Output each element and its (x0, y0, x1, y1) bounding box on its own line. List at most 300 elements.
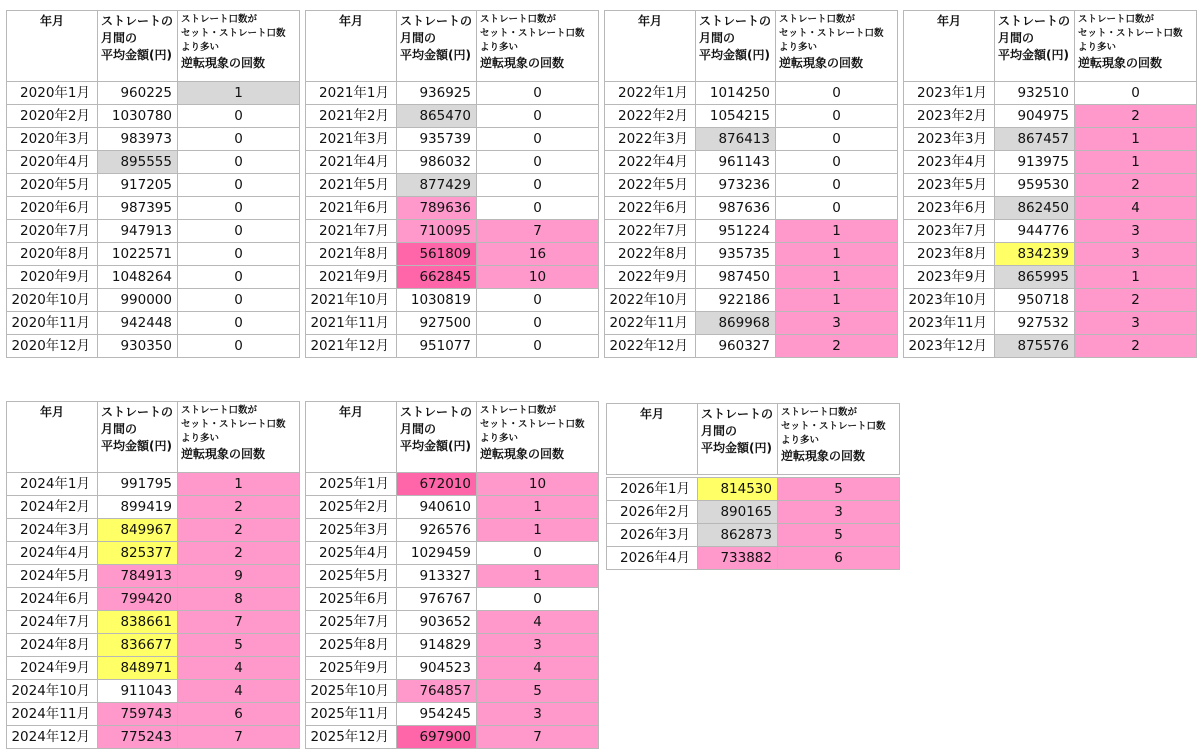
count-cell[interactable]: 3 (1075, 243, 1197, 266)
header-amount[interactable] (98, 11, 178, 82)
month-cell[interactable]: 2020年11月 (7, 312, 98, 335)
month-cell[interactable]: 2022年11月 (605, 312, 696, 335)
header-count-line: ストレート口数が (1078, 14, 1155, 25)
count-cell[interactable]: 2 (1075, 289, 1197, 312)
amount-cell[interactable]: 903652 (397, 611, 477, 634)
count-cell[interactable]: 0 (477, 335, 599, 358)
amount-cell[interactable]: 944776 (995, 220, 1075, 243)
count-cell[interactable]: 7 (477, 726, 599, 749)
count-cell[interactable]: 9 (178, 565, 300, 588)
header-amount-line: ストレートの (998, 14, 1071, 28)
amount-cell[interactable]: 927500 (397, 312, 477, 335)
count-cell[interactable]: 4 (1075, 197, 1197, 220)
amount-cell[interactable]: 865470 (397, 105, 477, 128)
amount-cell[interactable]: 930350 (98, 335, 178, 358)
count-cell[interactable]: 0 (178, 266, 300, 289)
header-month-label: 年月 (338, 405, 363, 419)
count-cell[interactable]: 6 (778, 547, 900, 570)
header-count-line: セット・ストレート口数 (181, 28, 286, 39)
count-cell[interactable]: 1 (776, 289, 898, 312)
month-cell[interactable]: 2024年2月 (7, 496, 98, 519)
month-cell[interactable]: 2022年4月 (605, 151, 696, 174)
amount-cell[interactable]: 947913 (98, 220, 178, 243)
header-month[interactable] (306, 402, 397, 473)
monthly-table (903, 10, 1197, 358)
table-row (306, 703, 599, 726)
count-cell[interactable]: 0 (477, 82, 599, 105)
table-row (7, 335, 300, 358)
table-row (306, 105, 599, 128)
month-cell[interactable]: 2020年4月 (7, 151, 98, 174)
count-cell[interactable]: 0 (178, 128, 300, 151)
month-cell[interactable]: 2025年2月 (306, 496, 397, 519)
month-cell[interactable]: 2021年4月 (306, 151, 397, 174)
header-month-label: 年月 (338, 14, 363, 28)
amount-cell[interactable]: 877429 (397, 174, 477, 197)
amount-cell[interactable]: 904975 (995, 105, 1075, 128)
count-cell[interactable]: 0 (477, 197, 599, 220)
header-amount-line: 平均金額(円) (400, 48, 471, 62)
amount-cell[interactable]: 950718 (995, 289, 1075, 312)
table-row (7, 611, 300, 634)
month-cell[interactable]: 2025年7月 (306, 611, 397, 634)
header-month[interactable] (306, 11, 397, 82)
header-amount[interactable] (397, 11, 477, 82)
month-cell[interactable]: 2020年8月 (7, 243, 98, 266)
month-cell[interactable]: 2025年12月 (306, 726, 397, 749)
count-cell[interactable]: 3 (778, 501, 900, 524)
month-cell[interactable]: 2025年8月 (306, 634, 397, 657)
month-cell[interactable]: 2022年3月 (605, 128, 696, 151)
month-cell[interactable]: 2022年8月 (605, 243, 696, 266)
header-count[interactable] (778, 404, 900, 475)
header-month-label: 年月 (936, 14, 961, 28)
count-cell[interactable]: 0 (1075, 82, 1197, 105)
amount-cell[interactable]: 973236 (696, 174, 776, 197)
amount-cell[interactable]: 990000 (98, 289, 178, 312)
amount-cell[interactable]: 825377 (98, 542, 178, 565)
table-row (7, 703, 300, 726)
table-row (306, 128, 599, 151)
amount-cell[interactable]: 1029459 (397, 542, 477, 565)
monthly-table (6, 401, 300, 749)
count-cell[interactable]: 1 (477, 496, 599, 519)
month-cell[interactable]: 2023年8月 (904, 243, 995, 266)
count-cell[interactable]: 1 (1075, 266, 1197, 289)
count-cell[interactable]: 1 (477, 565, 599, 588)
amount-cell[interactable]: 1014250 (696, 82, 776, 105)
count-cell[interactable]: 4 (178, 657, 300, 680)
count-cell[interactable]: 1 (776, 266, 898, 289)
table-row (306, 266, 599, 289)
count-cell[interactable]: 3 (1075, 312, 1197, 335)
month-cell[interactable]: 2023年3月 (904, 128, 995, 151)
month-cell[interactable]: 2022年10月 (605, 289, 696, 312)
amount-cell[interactable]: 836677 (98, 634, 178, 657)
month-cell[interactable]: 2023年6月 (904, 197, 995, 220)
count-cell[interactable]: 3 (477, 703, 599, 726)
amount-cell[interactable]: 935735 (696, 243, 776, 266)
header-count-line: セット・ストレート口数 (181, 419, 286, 430)
header-count-line: 逆転現象の回数 (480, 56, 565, 70)
header-amount-line: 月間の (701, 424, 738, 438)
month-cell[interactable]: 2024年5月 (7, 565, 98, 588)
month-cell[interactable]: 2022年5月 (605, 174, 696, 197)
count-cell[interactable]: 4 (178, 680, 300, 703)
amount-cell[interactable]: 849967 (98, 519, 178, 542)
month-cell[interactable]: 2022年2月 (605, 105, 696, 128)
count-cell[interactable]: 0 (477, 312, 599, 335)
month-cell[interactable]: 2023年10月 (904, 289, 995, 312)
count-cell[interactable]: 0 (776, 197, 898, 220)
month-cell[interactable]: 2021年12月 (306, 335, 397, 358)
amount-cell[interactable]: 865995 (995, 266, 1075, 289)
amount-cell[interactable]: 890165 (698, 501, 778, 524)
month-cell[interactable]: 2020年10月 (7, 289, 98, 312)
count-cell[interactable]: 0 (178, 289, 300, 312)
amount-cell[interactable]: 942448 (98, 312, 178, 335)
table-row (7, 197, 300, 220)
amount-cell[interactable]: 876413 (696, 128, 776, 151)
month-cell[interactable]: 2025年9月 (306, 657, 397, 680)
table-row (7, 726, 300, 749)
amount-cell[interactable]: 672010 (397, 473, 477, 496)
amount-cell[interactable]: 986032 (397, 151, 477, 174)
month-cell[interactable]: 2025年1月 (306, 473, 397, 496)
header-amount-line: 平均金額(円) (701, 441, 772, 455)
count-cell[interactable]: 7 (178, 726, 300, 749)
count-cell[interactable]: 5 (477, 680, 599, 703)
month-cell[interactable]: 2020年12月 (7, 335, 98, 358)
count-cell[interactable]: 0 (178, 312, 300, 335)
amount-cell[interactable]: 927532 (995, 312, 1075, 335)
table-row (607, 501, 900, 524)
header-month[interactable] (904, 11, 995, 82)
month-cell[interactable]: 2021年6月 (306, 197, 397, 220)
count-cell[interactable]: 1 (178, 473, 300, 496)
count-cell[interactable]: 0 (178, 105, 300, 128)
header-amount[interactable] (397, 402, 477, 473)
amount-cell[interactable]: 922186 (696, 289, 776, 312)
amount-cell[interactable]: 961143 (696, 151, 776, 174)
count-cell[interactable]: 0 (776, 128, 898, 151)
count-cell[interactable]: 1 (776, 220, 898, 243)
amount-cell[interactable]: 911043 (98, 680, 178, 703)
amount-cell[interactable]: 976767 (397, 588, 477, 611)
table-row (306, 565, 599, 588)
count-cell[interactable]: 0 (178, 174, 300, 197)
month-cell[interactable]: 2024年4月 (7, 542, 98, 565)
month-cell[interactable]: 2025年11月 (306, 703, 397, 726)
month-cell[interactable]: 2024年6月 (7, 588, 98, 611)
amount-cell[interactable]: 895555 (98, 151, 178, 174)
count-cell[interactable]: 1 (477, 519, 599, 542)
amount-cell[interactable]: 960327 (696, 335, 776, 358)
amount-cell[interactable]: 1054215 (696, 105, 776, 128)
month-cell[interactable]: 2020年9月 (7, 266, 98, 289)
month-cell[interactable]: 2023年7月 (904, 220, 995, 243)
count-cell[interactable]: 6 (178, 703, 300, 726)
count-cell[interactable]: 1 (1075, 128, 1197, 151)
amount-cell[interactable]: 1030780 (98, 105, 178, 128)
month-cell[interactable]: 2025年10月 (306, 680, 397, 703)
month-cell[interactable]: 2021年2月 (306, 105, 397, 128)
amount-cell[interactable]: 1030819 (397, 289, 477, 312)
count-cell[interactable]: 0 (776, 82, 898, 105)
header-count[interactable] (1075, 11, 1197, 82)
header-amount[interactable] (698, 404, 778, 475)
count-cell[interactable]: 8 (178, 588, 300, 611)
count-cell[interactable]: 1 (178, 82, 300, 105)
month-cell[interactable]: 2021年1月 (306, 82, 397, 105)
amount-cell[interactable]: 987395 (98, 197, 178, 220)
count-cell[interactable]: 3 (1075, 220, 1197, 243)
amount-cell[interactable]: 848971 (98, 657, 178, 680)
month-cell[interactable]: 2023年2月 (904, 105, 995, 128)
count-cell[interactable]: 2 (776, 335, 898, 358)
month-cell[interactable]: 2020年5月 (7, 174, 98, 197)
table-row (306, 657, 599, 680)
count-cell[interactable]: 0 (477, 105, 599, 128)
amount-cell[interactable]: 917205 (98, 174, 178, 197)
header-count-line: より多い (480, 433, 519, 444)
month-cell[interactable]: 2026年4月 (607, 547, 698, 570)
header-month[interactable] (607, 404, 698, 475)
amount-cell[interactable]: 838661 (98, 611, 178, 634)
amount-cell[interactable]: 789636 (397, 197, 477, 220)
amount-cell[interactable]: 710095 (397, 220, 477, 243)
count-cell[interactable]: 16 (477, 243, 599, 266)
month-cell[interactable]: 2023年9月 (904, 266, 995, 289)
table-row (904, 312, 1197, 335)
month-cell[interactable]: 2024年11月 (7, 703, 98, 726)
table-row (7, 312, 300, 335)
table-row (306, 473, 599, 496)
header-count-line: ストレート口数が (480, 405, 557, 416)
count-cell[interactable]: 2 (178, 542, 300, 565)
count-cell[interactable]: 0 (178, 151, 300, 174)
amount-cell[interactable]: 935739 (397, 128, 477, 151)
amount-cell[interactable]: 899419 (98, 496, 178, 519)
amount-cell[interactable]: 875576 (995, 335, 1075, 358)
amount-cell[interactable]: 561809 (397, 243, 477, 266)
month-cell[interactable]: 2021年9月 (306, 266, 397, 289)
table-row (605, 335, 898, 358)
table-row (7, 473, 300, 496)
amount-cell[interactable]: 940610 (397, 496, 477, 519)
amount-cell[interactable]: 862873 (698, 524, 778, 547)
month-cell[interactable]: 2020年7月 (7, 220, 98, 243)
amount-cell[interactable]: 862450 (995, 197, 1075, 220)
count-cell[interactable]: 0 (776, 174, 898, 197)
amount-cell[interactable]: 869968 (696, 312, 776, 335)
month-cell[interactable]: 2024年7月 (7, 611, 98, 634)
month-cell[interactable]: 2024年8月 (7, 634, 98, 657)
amount-cell[interactable]: 799420 (98, 588, 178, 611)
header-count-line: ストレート口数が (779, 14, 856, 25)
monthly-table (604, 10, 898, 358)
month-cell[interactable]: 2023年4月 (904, 151, 995, 174)
month-cell[interactable]: 2022年9月 (605, 266, 696, 289)
count-cell[interactable]: 2 (178, 496, 300, 519)
amount-cell[interactable]: 987450 (696, 266, 776, 289)
header-count-line: より多い (181, 42, 220, 53)
header-amount[interactable] (98, 402, 178, 473)
header-month-label: 年月 (39, 405, 64, 419)
header-count-line: 逆転現象の回数 (779, 56, 864, 70)
count-cell[interactable]: 10 (477, 266, 599, 289)
month-cell[interactable]: 2026年3月 (607, 524, 698, 547)
header-count[interactable] (178, 11, 300, 82)
amount-cell[interactable]: 867457 (995, 128, 1075, 151)
header-amount[interactable] (696, 11, 776, 82)
month-cell[interactable]: 2024年12月 (7, 726, 98, 749)
count-cell[interactable]: 0 (477, 128, 599, 151)
table-row (7, 243, 300, 266)
month-cell[interactable]: 2023年11月 (904, 312, 995, 335)
month-cell[interactable]: 2021年11月 (306, 312, 397, 335)
count-cell[interactable]: 4 (477, 657, 599, 680)
table-row (904, 82, 1197, 105)
count-cell[interactable]: 2 (1075, 174, 1197, 197)
count-cell[interactable]: 0 (477, 588, 599, 611)
month-cell[interactable]: 2021年7月 (306, 220, 397, 243)
amount-cell[interactable]: 759743 (98, 703, 178, 726)
amount-cell[interactable]: 764857 (397, 680, 477, 703)
table-row (7, 519, 300, 542)
count-cell[interactable]: 0 (477, 151, 599, 174)
month-cell[interactable]: 2024年9月 (7, 657, 98, 680)
table-row (605, 243, 898, 266)
table-row (605, 105, 898, 128)
count-cell[interactable]: 0 (178, 243, 300, 266)
count-cell[interactable]: 2 (1075, 335, 1197, 358)
month-cell[interactable]: 2021年5月 (306, 174, 397, 197)
month-cell[interactable]: 2020年2月 (7, 105, 98, 128)
count-cell[interactable]: 3 (776, 312, 898, 335)
month-cell[interactable]: 2023年5月 (904, 174, 995, 197)
amount-cell[interactable]: 991795 (98, 473, 178, 496)
month-cell[interactable]: 2022年6月 (605, 197, 696, 220)
amount-cell[interactable]: 662845 (397, 266, 477, 289)
header-count-line: より多い (781, 435, 820, 446)
month-cell[interactable]: 2021年10月 (306, 289, 397, 312)
table-row (7, 266, 300, 289)
amount-cell[interactable]: 960225 (98, 82, 178, 105)
month-cell[interactable]: 2021年8月 (306, 243, 397, 266)
amount-cell[interactable]: 1048264 (98, 266, 178, 289)
header-amount-line: 平均金額(円) (699, 48, 770, 62)
month-cell[interactable]: 2025年4月 (306, 542, 397, 565)
amount-cell[interactable]: 936925 (397, 82, 477, 105)
header-count-line: セット・ストレート口数 (1078, 28, 1183, 39)
header-amount[interactable] (995, 11, 1075, 82)
count-cell[interactable]: 0 (776, 151, 898, 174)
month-cell[interactable]: 2025年6月 (306, 588, 397, 611)
header-count[interactable] (178, 402, 300, 473)
amount-cell[interactable]: 954245 (397, 703, 477, 726)
header-month[interactable] (7, 402, 98, 473)
month-cell[interactable]: 2025年5月 (306, 565, 397, 588)
header-count-line: 逆転現象の回数 (181, 447, 266, 461)
amount-cell[interactable]: 733882 (698, 547, 778, 570)
amount-cell[interactable]: 914829 (397, 634, 477, 657)
month-cell[interactable]: 2022年12月 (605, 335, 696, 358)
count-cell[interactable]: 0 (477, 542, 599, 565)
amount-cell[interactable]: 926576 (397, 519, 477, 542)
header-amount-line: ストレートの (701, 407, 774, 421)
count-cell[interactable]: 0 (178, 335, 300, 358)
count-cell[interactable]: 3 (477, 634, 599, 657)
header-count[interactable] (776, 11, 898, 82)
month-cell[interactable]: 2025年3月 (306, 519, 397, 542)
count-cell[interactable]: 0 (178, 197, 300, 220)
header-count[interactable] (477, 11, 599, 82)
count-cell[interactable]: 7 (477, 220, 599, 243)
count-cell[interactable]: 0 (776, 105, 898, 128)
table-row (7, 680, 300, 703)
count-cell[interactable]: 5 (778, 524, 900, 547)
month-cell[interactable]: 2023年12月 (904, 335, 995, 358)
amount-cell[interactable]: 913327 (397, 565, 477, 588)
amount-cell[interactable]: 904523 (397, 657, 477, 680)
count-cell[interactable]: 1 (1075, 151, 1197, 174)
month-cell[interactable]: 2024年3月 (7, 519, 98, 542)
amount-cell[interactable]: 834239 (995, 243, 1075, 266)
count-cell[interactable]: 1 (776, 243, 898, 266)
amount-cell[interactable]: 951224 (696, 220, 776, 243)
amount-cell[interactable]: 959530 (995, 174, 1075, 197)
amount-cell[interactable]: 987636 (696, 197, 776, 220)
amount-cell[interactable]: 913975 (995, 151, 1075, 174)
month-cell[interactable]: 2026年2月 (607, 501, 698, 524)
month-cell[interactable]: 2021年3月 (306, 128, 397, 151)
count-cell[interactable]: 7 (178, 611, 300, 634)
month-cell[interactable]: 2026年1月 (607, 478, 698, 501)
month-cell[interactable]: 2024年10月 (7, 680, 98, 703)
count-cell[interactable]: 10 (477, 473, 599, 496)
month-cell[interactable]: 2020年3月 (7, 128, 98, 151)
amount-cell[interactable]: 697900 (397, 726, 477, 749)
table-row (607, 478, 900, 501)
month-cell[interactable]: 2020年1月 (7, 82, 98, 105)
count-cell[interactable]: 4 (477, 611, 599, 634)
count-cell[interactable]: 5 (778, 478, 900, 501)
amount-cell[interactable]: 775243 (98, 726, 178, 749)
table-row (306, 197, 599, 220)
count-cell[interactable]: 0 (477, 174, 599, 197)
count-cell[interactable]: 2 (178, 519, 300, 542)
amount-cell[interactable]: 951077 (397, 335, 477, 358)
month-cell[interactable]: 2022年1月 (605, 82, 696, 105)
header-count[interactable] (477, 402, 599, 473)
month-cell[interactable]: 2023年1月 (904, 82, 995, 105)
count-cell[interactable]: 0 (477, 289, 599, 312)
amount-cell[interactable]: 932510 (995, 82, 1075, 105)
count-cell[interactable]: 0 (178, 220, 300, 243)
count-cell[interactable]: 2 (1075, 105, 1197, 128)
amount-cell[interactable]: 814530 (698, 478, 778, 501)
header-month[interactable] (7, 11, 98, 82)
header-month[interactable] (605, 11, 696, 82)
month-cell[interactable]: 2020年6月 (7, 197, 98, 220)
amount-cell[interactable]: 1022571 (98, 243, 178, 266)
amount-cell[interactable]: 983973 (98, 128, 178, 151)
amount-cell[interactable]: 784913 (98, 565, 178, 588)
month-cell[interactable]: 2024年1月 (7, 473, 98, 496)
count-cell[interactable]: 5 (178, 634, 300, 657)
month-cell[interactable]: 2022年7月 (605, 220, 696, 243)
